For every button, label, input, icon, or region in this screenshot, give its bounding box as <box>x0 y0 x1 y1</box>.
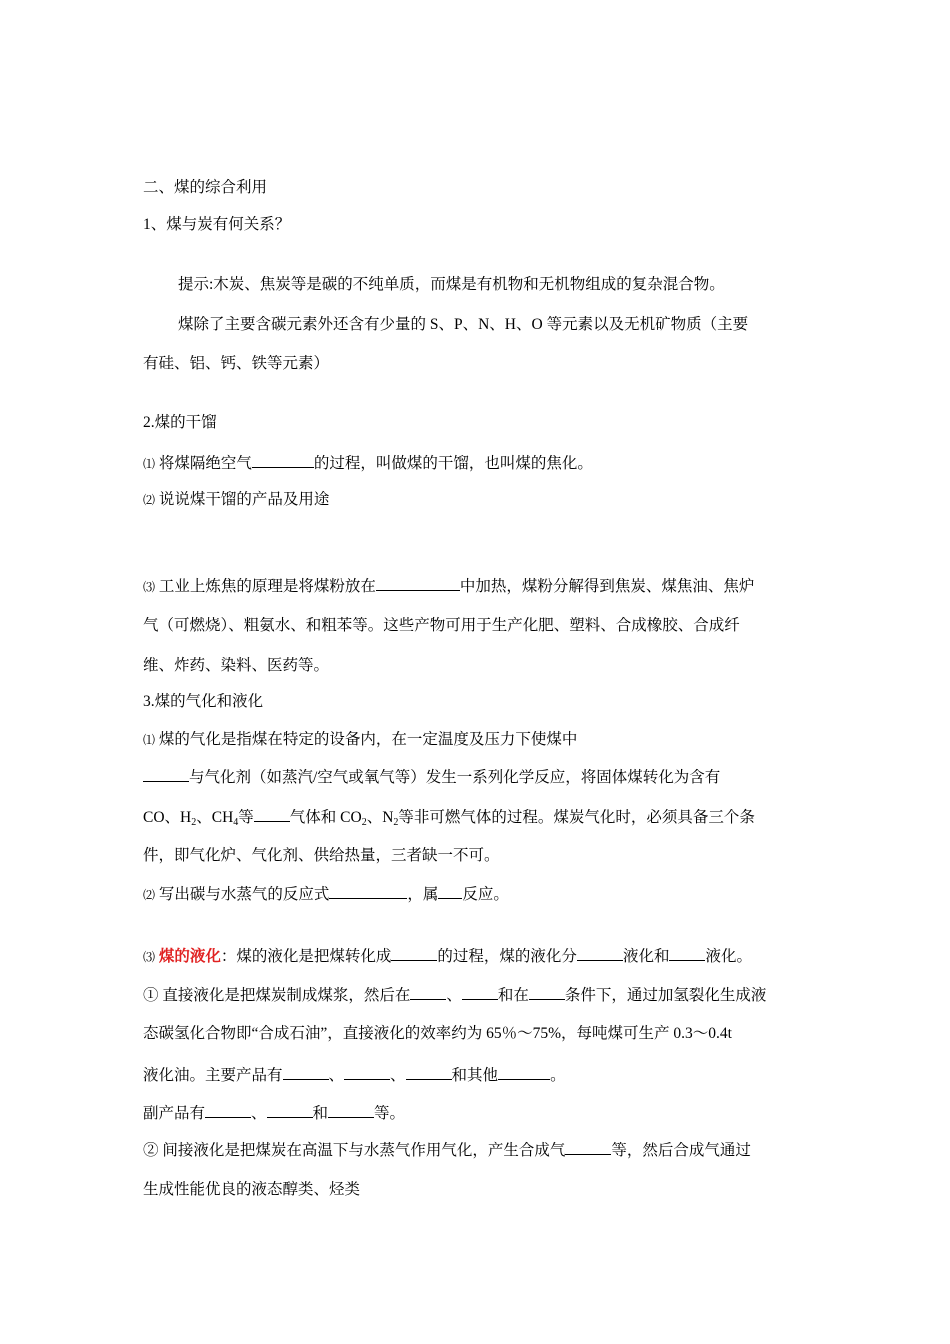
blank[interactable] <box>462 984 498 1000</box>
item-text: 煤的气化是指煤在特定的设备内，在一定温度及压力下使煤中 <box>158 731 578 748</box>
subscript: 2 <box>361 817 367 828</box>
item-3-1-line-4: 件，即气化炉、气化剂、供给热量，三者缺一不可。 <box>143 847 500 864</box>
highlight-term: 煤的液化 <box>158 948 221 965</box>
item-text: 等，然后合成气通过 <box>611 1142 751 1159</box>
section-2-title: 2.煤的干馏 <box>143 414 217 431</box>
item-text: 气体和 CO <box>289 809 362 826</box>
item-text: 液化。 <box>705 948 752 965</box>
subscript: 4 <box>233 817 239 828</box>
indirect-liquefaction <box>143 1139 751 1161</box>
item-text: 说说煤干馏的产品及用途 <box>158 491 330 508</box>
item-text: 的过程，煤的液化分 <box>437 948 577 965</box>
item-text: 、 <box>328 1067 345 1084</box>
question-1: 1、煤与炭有何关系？ <box>143 216 291 233</box>
item-text: 和 <box>312 1105 329 1122</box>
item-text: 副产品有 <box>143 1105 206 1122</box>
item-3-2 <box>143 883 509 905</box>
item-number: ⑵ <box>143 888 156 902</box>
item-text: 条件下，通过加氢裂化生成液 <box>564 987 767 1004</box>
blank[interactable] <box>143 766 189 782</box>
item-number: ⑴ <box>143 733 156 747</box>
item-text: 、 <box>390 1067 406 1084</box>
blank[interactable] <box>254 806 290 822</box>
hint-paragraph-1: 提示:木炭、焦炭等是碳的不纯单质，而煤是有机物和无机物组成的复杂混合物。 <box>178 276 725 293</box>
item-3-3 <box>143 945 752 967</box>
item-text: 等 <box>238 809 254 826</box>
item-number: ⑵ <box>143 493 156 507</box>
item-number: ⑶ <box>143 950 156 964</box>
item-text: ，属 <box>407 886 439 903</box>
blank[interactable] <box>329 883 407 899</box>
blank[interactable] <box>376 575 460 591</box>
item-text: 、N <box>366 809 394 826</box>
blank[interactable] <box>267 1102 313 1118</box>
blank[interactable] <box>498 1064 550 1080</box>
item-text: 和其他 <box>451 1067 499 1084</box>
item-text: ② 间接液化是把煤炭在高温下与水蒸气作用气化，产生合成气 <box>143 1142 566 1159</box>
hint-paragraph-2: 煤除了主要含碳元素外还含有少量的 S、P、N、H、O 等元素以及无机矿物质（主要 <box>178 316 749 333</box>
blank[interactable] <box>406 1064 452 1080</box>
item-text: 、CH <box>196 809 234 826</box>
item-text: 。 <box>550 1067 566 1084</box>
item-3-1-line-3 <box>143 806 755 828</box>
item-2-3-line-3: 维、炸药、染料、医药等。 <box>143 657 330 674</box>
blank[interactable] <box>252 452 314 468</box>
indirect-liquefaction-line-2: 生成性能优良的液态醇类、烃类 <box>143 1181 361 1198</box>
blank[interactable] <box>283 1064 329 1080</box>
section-3-title: 3.煤的气化和液化 <box>143 693 264 710</box>
item-text: 液化和 <box>622 948 670 965</box>
blank[interactable] <box>391 945 437 961</box>
blank[interactable] <box>205 1102 251 1118</box>
blank[interactable] <box>328 1102 374 1118</box>
section-title: 二、煤的综合利用 <box>143 179 268 196</box>
blank[interactable] <box>669 945 705 961</box>
subscript: 2 <box>191 817 197 828</box>
item-text: ① 直接液化是把煤炭制成煤浆，然后在 <box>143 987 411 1004</box>
direct-liquefaction <box>143 984 766 1006</box>
item-2-2 <box>143 490 329 510</box>
direct-liquefaction-line-3 <box>143 1064 566 1086</box>
item-2-1 <box>143 452 593 474</box>
hint-paragraph-2-cont: 有硅、铝、钙、铁等元素） <box>143 355 330 372</box>
blank[interactable] <box>410 984 446 1000</box>
blank[interactable] <box>529 984 565 1000</box>
by-products-line <box>143 1102 405 1124</box>
item-number: ⑶ <box>143 580 156 594</box>
item-text: 液化油。主要产品有 <box>143 1067 283 1084</box>
item-text: 等非可燃气体的过程。煤炭气化时，必须具备三个条 <box>398 809 755 826</box>
item-text: 、 <box>251 1105 267 1122</box>
item-text: 、 <box>446 987 462 1004</box>
item-text: 将煤隔绝空气 <box>158 455 252 472</box>
blank[interactable] <box>577 945 623 961</box>
item-text: 写出碳与水蒸气的反应式 <box>158 886 330 903</box>
item-text: 反应。 <box>462 886 509 903</box>
blank[interactable] <box>565 1139 611 1155</box>
item-2-3 <box>143 575 754 597</box>
item-text: 和在 <box>497 987 529 1004</box>
item-2-3-line-2: 气（可燃烧）、粗氨水、和粗苯等。这些产物可用于生产化肥、塑料、合成橡胶、合成纤 <box>143 617 740 634</box>
item-text: 中加热，煤粉分解得到焦炭、煤焦油、焦炉 <box>459 578 755 595</box>
item-text: 等。 <box>374 1105 406 1122</box>
direct-liquefaction-line-2: 态碳氢化合物即“合成石油”，直接液化的效率约为 65％～75%，每吨煤可生产 0.3～0.4t <box>143 1025 732 1042</box>
subscript: 2 <box>393 817 399 828</box>
item-text: CO、H <box>143 809 192 826</box>
item-text: 工业上炼焦的原理是将煤粉放在 <box>158 578 376 595</box>
item-number: ⑴ <box>143 457 156 471</box>
item-text: ：煤的液化是把煤转化成 <box>220 948 392 965</box>
item-text: 与气化剂（如蒸汽/空气或氧气等）发生一系列化学反应，将固体煤转化为含有 <box>189 769 721 786</box>
item-text: 的过程，叫做煤的干馏，也叫煤的焦化。 <box>313 455 593 472</box>
blank[interactable] <box>344 1064 390 1080</box>
item-3-1 <box>143 730 577 750</box>
blank[interactable] <box>438 883 462 899</box>
item-3-1-line-2 <box>143 766 720 788</box>
